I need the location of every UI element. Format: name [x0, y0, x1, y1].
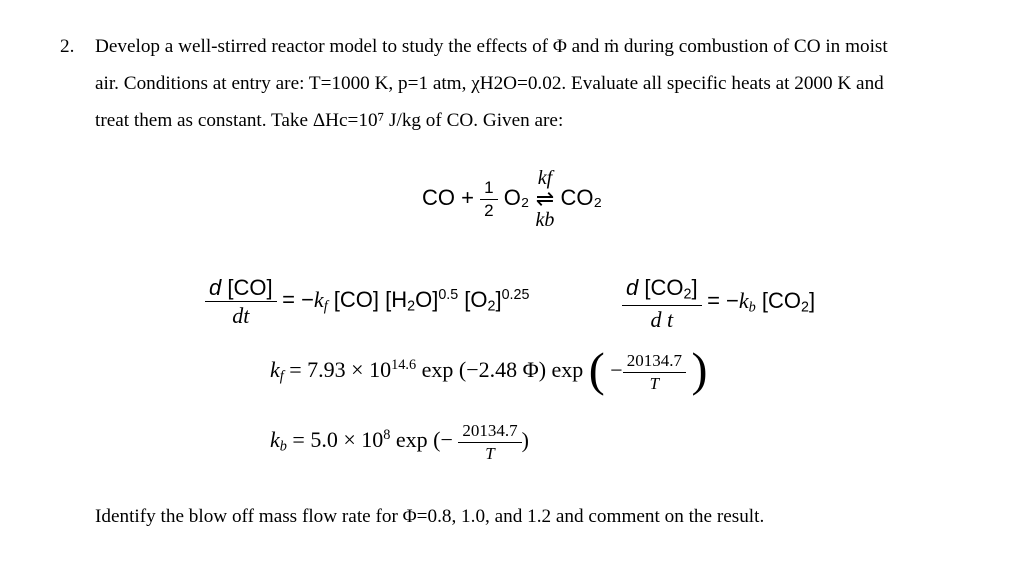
equilibrium-arrow-icon: ⇌	[535, 186, 555, 211]
minus-sign: −	[610, 357, 623, 383]
dt-text: dt	[232, 303, 250, 329]
dt2-text: d t	[650, 306, 674, 332]
rate-co2-rhs: = $-k_b$ $[CO_2]$	[707, 288, 816, 316]
problem-line-2: air. Conditions at entry are: T=1000 K, p=1 atm, χH2O=0.02. Evaluate all specific heats at 2000 K and	[95, 73, 884, 94]
reactant-o2: O₂	[503, 184, 530, 210]
dco-dt-fraction	[205, 276, 277, 327]
kb-exponent-fraction	[458, 422, 521, 463]
kf-lhs: $k_f = 7.93 \times 10^{14.6}$ exp (−2.48 Φ) exp	[270, 357, 584, 385]
kb-frac-numerator: 20134.7	[458, 422, 521, 443]
dco2-denominator	[650, 306, 673, 331]
problem-line-3: treat them as constant. Take ΔHc=10⁷ J/kg of CO. Given are:	[95, 110, 564, 131]
problem-line-1: Develop a well-stirred reactor model to study the effects of Φ and ṁ during combustion of CO in moist	[95, 36, 888, 57]
dco-numerator: d [CO]	[205, 276, 277, 302]
kb-equation	[270, 422, 529, 463]
problem-number: 2.	[60, 36, 75, 57]
kf-frac-denominator	[650, 373, 659, 393]
problem-statement	[60, 28, 980, 139]
cropped-top-text	[330, 0, 710, 4]
equilibrium-arrow-stack	[535, 168, 554, 230]
kf-equation	[270, 343, 708, 397]
half-denominator: 2	[484, 200, 494, 220]
kb-lhs: $k_b = 5.0 \times 10^8$ exp (−	[270, 427, 453, 455]
reaction-equation	[422, 168, 602, 230]
kf-label: kf	[537, 167, 553, 189]
right-paren-icon: )	[691, 343, 708, 397]
kf-exponent-fraction	[623, 352, 686, 393]
rate-equation-co	[205, 276, 529, 327]
left-paren-icon: (	[588, 343, 605, 397]
kf-T: T	[649, 373, 660, 393]
half-numerator: 1	[480, 179, 497, 200]
half-fraction	[480, 179, 497, 220]
kb-frac-denominator	[485, 443, 494, 463]
kf-frac-numerator: 20134.7	[623, 352, 686, 373]
product-co2: CO₂	[560, 184, 603, 210]
reactant-co: CO +	[422, 184, 474, 210]
dco2-numerator: d $[CO_2]$	[622, 276, 702, 306]
rate-equation-co2	[622, 276, 815, 331]
dco2-dt-fraction	[622, 276, 702, 331]
dco-denominator	[232, 302, 249, 327]
rate-co-rhs: = $-k_f$ [CO] $[H_2O]^{0.5}$ $[O_2]^{0.25}$	[282, 286, 530, 315]
kb-close-paren: )	[521, 427, 529, 453]
kb-label: kb	[535, 209, 555, 231]
problem-paragraph	[95, 28, 980, 139]
final-instruction: Identify the blow off mass flow rate for Φ=0.8, 1.0, and 1.2 and comment on the result.	[95, 506, 765, 527]
kb-T: T	[485, 443, 495, 463]
